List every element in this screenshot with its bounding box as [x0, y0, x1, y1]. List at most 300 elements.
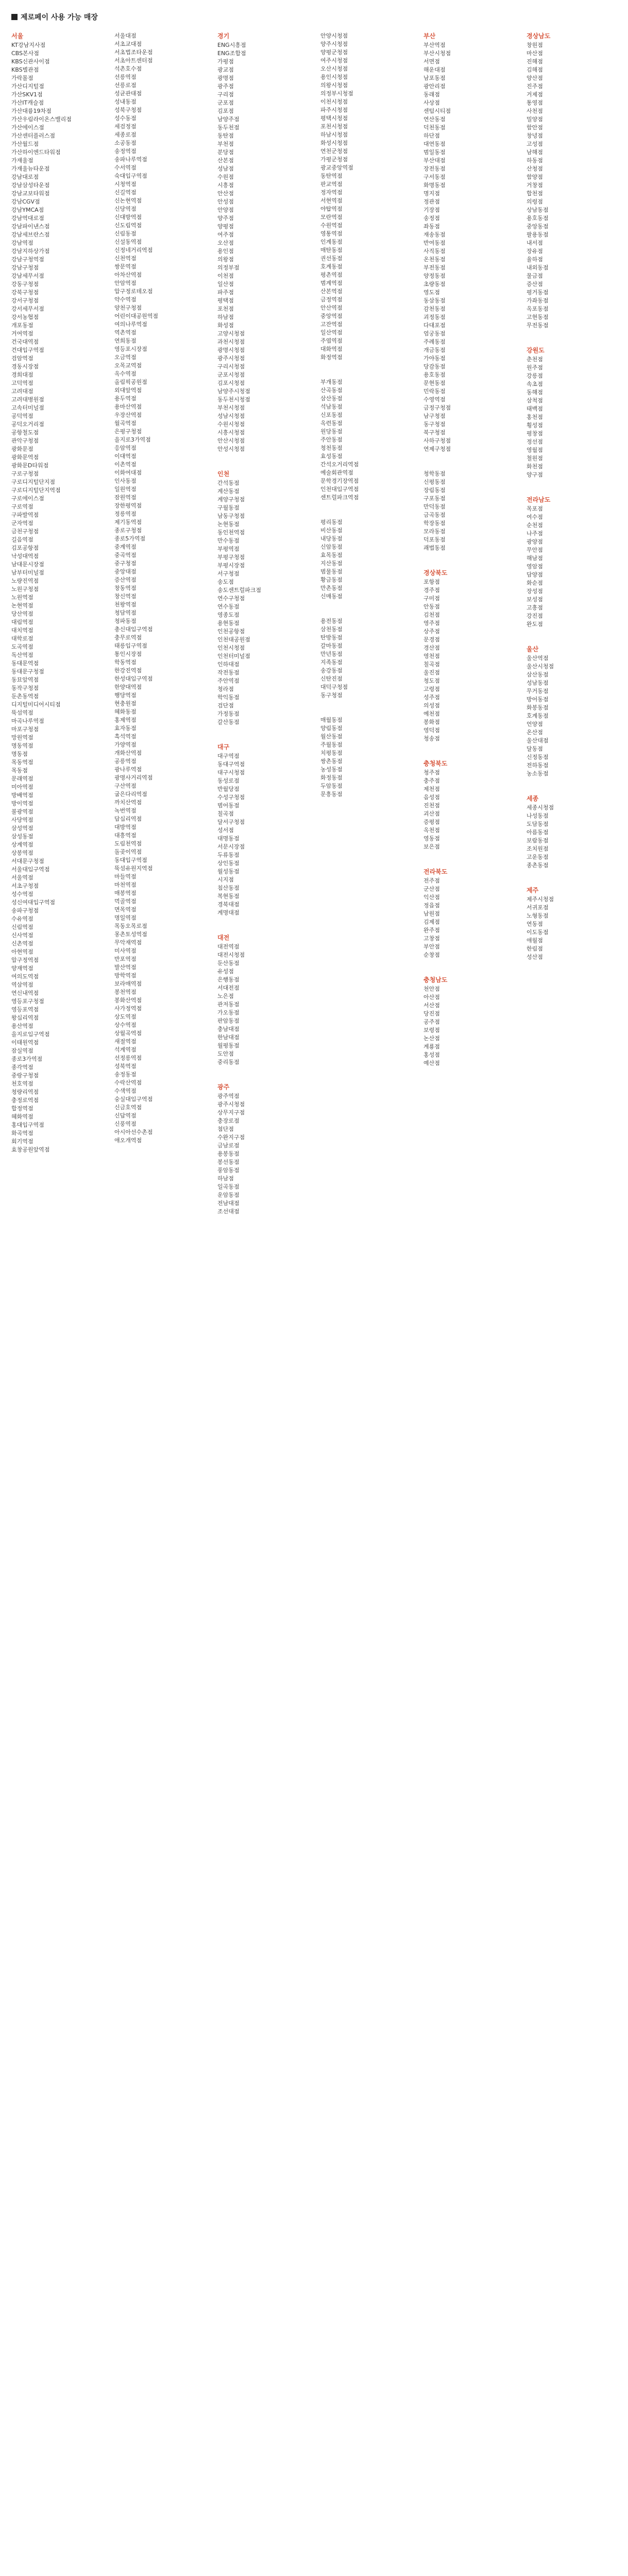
store-list-item: 용인시청점	[320, 74, 348, 80]
store-list-item: 성수동점	[114, 115, 137, 122]
store-list-item: 세종시청점	[527, 804, 554, 811]
store-list-item: 내외동점	[527, 264, 549, 271]
store-list-item: 원당동점	[320, 428, 343, 435]
store-list-item: 정관점	[423, 198, 440, 205]
store-list-item: 삼산동점	[320, 395, 343, 402]
store-list-item: 원주점	[527, 364, 543, 371]
store-list-item: 정선점	[527, 438, 543, 445]
store-list-item: 물금점	[527, 273, 543, 279]
store-list-item: 중리동점	[217, 1059, 240, 1065]
store-list-item: 남동구청점	[217, 513, 245, 519]
store-list-item: 의정부시청점	[320, 90, 353, 97]
store-list-item: 송파나루역점	[114, 156, 147, 163]
store-list-item: 대구시청점	[217, 769, 245, 776]
store-list-item: 서대문구청점	[11, 858, 44, 865]
store-list-item: 인천시청점	[217, 645, 245, 651]
store-list-item: 대치역점	[11, 627, 33, 634]
store-list-item: 해운대점	[423, 66, 446, 73]
store-list-item: 평거동점	[527, 289, 549, 296]
store-list-item: 서초교대점	[114, 41, 142, 47]
store-list-item: 노원역점	[11, 594, 33, 601]
store-list-item: 공릉역점	[114, 758, 137, 765]
store-list-item: 뚝섬역점	[11, 709, 33, 716]
store-list-item: 금천구청점	[11, 528, 39, 535]
store-list-item: 만촌동점	[320, 585, 343, 591]
store-list-item: 서대전점	[217, 985, 240, 991]
store-list-item: 이도동점	[527, 929, 549, 936]
store-list-item: 영등포구청점	[11, 998, 44, 1005]
store-list-item: 한강진역점	[114, 667, 142, 674]
store-list-item: 화명동점	[423, 182, 446, 189]
store-column	[114, 32, 215, 1216]
store-list-item: 구미점	[423, 595, 440, 602]
store-list-item: 수원역점	[320, 222, 343, 229]
store-list-item: 대명동점	[217, 835, 240, 842]
store-list-item: 증평점	[423, 819, 440, 825]
store-list-item: 신대방역점	[114, 214, 142, 221]
store-list-item: 경희대점	[11, 371, 33, 378]
store-list-item: 남양주점	[217, 116, 240, 123]
store-list-item: 망원역점	[11, 734, 33, 741]
store-column	[423, 32, 524, 1216]
group-spacer	[423, 552, 524, 569]
store-list-item: 풍암동점	[217, 1167, 240, 1174]
store-list-item: 가평군청점	[320, 156, 348, 163]
region-heading: 서울	[11, 32, 24, 40]
store-list-item: 김포시청점	[217, 380, 245, 386]
store-list-item: 한림점	[527, 945, 543, 952]
store-list-item: 첨단점	[217, 1126, 234, 1132]
store-list-item: 동대문역점	[11, 660, 39, 667]
store-list-item: 애오개역점	[114, 1137, 142, 1144]
store-list-item: 화정역점	[320, 354, 343, 361]
store-list-item: 강남세무서점	[11, 273, 44, 279]
store-list-item: 서초구청점	[11, 883, 39, 889]
store-list-item: 충정로역점	[11, 1097, 39, 1104]
store-list-item: 애월점	[527, 937, 543, 944]
store-list-item: 쌍문역점	[114, 263, 137, 270]
store-list-item: 석남동점	[320, 403, 343, 410]
group-spacer	[527, 330, 627, 346]
store-list-item: 강남세브란스점	[11, 231, 50, 238]
store-list-item: 양재역점	[11, 965, 33, 972]
store-list-item: 의령점	[527, 198, 543, 205]
store-list-item: 경산점	[423, 645, 440, 651]
store-list-item: 달서구청점	[217, 819, 245, 825]
group-spacer	[527, 778, 627, 794]
store-list-item: 김포공항점	[11, 545, 39, 551]
store-list-item: 연신내역점	[11, 990, 39, 996]
store-list-item: 중곡역점	[114, 552, 137, 558]
region-heading: 제주	[527, 887, 539, 894]
store-list-item: 방어동점	[527, 696, 549, 703]
store-list-item: 영월점	[527, 447, 543, 453]
store-list-item: 이촌역점	[114, 461, 137, 468]
store-list-item: 석계역점	[114, 1046, 137, 1053]
store-list-item: 영등포역점	[11, 1006, 39, 1013]
group-spacer	[423, 453, 524, 470]
region-heading: 광주	[217, 1083, 230, 1091]
store-list-item: 고현동점	[527, 314, 549, 320]
store-list-item: 의왕시청점	[320, 82, 348, 89]
store-list-item: 목동역점	[11, 759, 33, 766]
store-list-item: 삼천동점	[320, 626, 343, 633]
store-list-item: 동삼동점	[423, 297, 446, 304]
store-list-item: 신논현역점	[114, 197, 142, 204]
store-list-item: 청담역점	[114, 609, 137, 616]
store-list-item: 문흥동점	[320, 791, 343, 798]
store-list-item: 중앙역점	[320, 313, 343, 319]
store-list-item: 대화역점	[320, 346, 343, 352]
store-list-item: 기장점	[423, 207, 440, 213]
store-list-item: 대림역점	[11, 619, 33, 625]
store-list-item: 행당역점	[114, 692, 137, 699]
store-list-item: 계명대점	[217, 909, 240, 916]
store-list-item: 사하구청점	[423, 437, 451, 444]
store-list-item: 선릉역점	[114, 74, 137, 80]
store-list-item: 팔용동점	[527, 231, 549, 238]
store-list-item: 거제점	[527, 91, 543, 98]
store-list-item: 디지털미디어시티점	[11, 701, 61, 708]
store-list-item: CBS본사점	[11, 50, 39, 57]
store-list-item: 연동점	[527, 921, 543, 927]
store-list-item: 무악재역점	[114, 939, 142, 946]
group-spacer	[423, 959, 524, 976]
store-list-item: 인천공항점	[217, 628, 245, 635]
store-list-item: 안성시청점	[217, 446, 245, 452]
store-list-item: 김천점	[423, 612, 440, 618]
store-list-item: 구포동점	[423, 495, 446, 502]
store-list-item: 둔산동점	[217, 960, 240, 967]
store-list-item: 청도점	[423, 677, 440, 684]
store-list-item: 야탑역점	[320, 206, 343, 212]
store-list-item: 연산동점	[423, 116, 446, 123]
store-list-item: 상주점	[423, 628, 440, 635]
store-list-item: 강북구청점	[11, 289, 39, 296]
store-list-item: 서현역점	[320, 197, 343, 204]
store-list-item: 조선대점	[217, 1208, 240, 1215]
store-list-item: 음성점	[423, 794, 440, 801]
store-list-item: 계산동점	[217, 488, 240, 495]
store-list-item: 선릉로점	[114, 82, 137, 89]
store-list-item: 광명시청점	[217, 347, 245, 353]
store-list-item: 안양시청점	[320, 32, 348, 39]
group-spacer	[217, 917, 318, 934]
store-list-item: 은행동점	[217, 976, 240, 983]
store-list-item: 연천군청점	[320, 148, 348, 155]
store-list-item: 광주역점	[217, 1093, 240, 1099]
region-heading: 경상북도	[423, 569, 448, 577]
store-list-item: 종촌동점	[527, 862, 549, 869]
store-list-item: 범물동점	[320, 568, 343, 575]
store-list-item: 가좌동점	[527, 297, 549, 304]
store-list-item: 가산대륭19차점	[11, 108, 52, 114]
store-list-item: 충남대점	[217, 1026, 240, 1032]
store-list-item: 주안역점	[217, 677, 240, 684]
store-list-item: 감천동점	[423, 306, 446, 312]
store-list-item: 북구청점	[423, 429, 446, 436]
store-list-item: 비산동점	[320, 527, 343, 534]
store-list-item: 인계동점	[320, 239, 343, 245]
store-list-item: 동대문구청점	[11, 668, 44, 675]
store-list-item: 목포점	[527, 505, 543, 512]
store-list-item: 여주점	[217, 231, 234, 238]
store-list-item: 칠곡점	[217, 810, 234, 817]
store-list-item: 봉화점	[423, 719, 440, 725]
store-list-item: 안성점	[217, 198, 234, 205]
store-list-item: 성북구청점	[114, 107, 142, 113]
region-heading: 인천	[217, 470, 230, 478]
store-list-item: 문래역점	[11, 775, 33, 782]
store-list-item: 관저동점	[217, 1001, 240, 1008]
store-list-item: 홍대입구역점	[11, 1122, 44, 1128]
group-spacer	[217, 1066, 318, 1083]
store-list-item: 영종도점	[217, 612, 240, 618]
store-list-item: 농소동점	[527, 770, 549, 777]
store-list-item: 성수역점	[11, 891, 33, 897]
store-list-item: 종로5가역점	[114, 535, 146, 542]
store-list-item: 동인천역점	[217, 529, 245, 536]
store-list-item: 재송동점	[423, 231, 446, 238]
store-list-item: 사직동점	[423, 248, 446, 255]
store-list-item: 서초법조타운점	[114, 49, 153, 56]
store-list-item: 경북대점	[217, 901, 240, 908]
store-list-item: 효성동점	[320, 453, 343, 460]
store-list-item: 신탄진점	[320, 675, 343, 682]
store-list-item: 면목역점	[114, 906, 137, 913]
store-list-item: 신포동점	[320, 412, 343, 418]
store-list-item: 한성대입구역점	[114, 675, 153, 682]
store-list-item: 수완지구점	[217, 1134, 245, 1141]
store-list-item: 주례동점	[423, 338, 446, 345]
store-list-item: 고려대병원점	[11, 396, 44, 403]
store-list-item: 장성점	[527, 588, 543, 595]
group-spacer	[320, 601, 421, 617]
store-list-item: 마곡나루역점	[11, 718, 44, 724]
store-list-item: 강서세무서점	[11, 306, 44, 312]
store-list-item: 가산월드점	[11, 141, 39, 147]
store-list-item: 금정역점	[320, 296, 343, 303]
store-list-item: 수영역점	[423, 396, 446, 403]
store-list-item: 속초점	[527, 381, 543, 387]
store-list-item: 서울대입구역점	[11, 866, 50, 873]
store-list-item: 도담동점	[527, 821, 549, 827]
store-list-item: 성남시청점	[217, 413, 245, 419]
store-list-item: 신촌역점	[11, 940, 33, 947]
group-spacer	[423, 851, 524, 868]
store-list-item: 신당역점	[114, 206, 137, 212]
store-list-item: 당감동점	[423, 363, 446, 370]
store-list-item: 호계동점	[320, 263, 343, 270]
store-list-item: 의왕점	[217, 256, 234, 263]
store-list-item: 화천점	[527, 463, 543, 470]
store-list-item: 의성점	[423, 702, 440, 709]
store-list-item: 인사동점	[114, 478, 137, 484]
store-list-item: 강남파이낸스점	[11, 223, 50, 230]
store-list-item: 학장동점	[423, 520, 446, 527]
store-list-item: 경동시장점	[11, 363, 39, 370]
store-list-item: 어린이대공원역점	[114, 313, 159, 319]
store-list-item: 동묘앞역점	[11, 676, 39, 683]
store-list-item: 동탄점	[217, 132, 234, 139]
store-list-item: 검단점	[217, 702, 234, 709]
store-list-item: 고덕역점	[11, 380, 33, 386]
store-list-item: 화성점	[217, 322, 234, 329]
store-list-item: 청송점	[423, 735, 440, 742]
store-list-item: 양평군청점	[320, 49, 348, 56]
store-list-item: 판교역점	[320, 181, 343, 188]
store-list-item: 서울역점	[11, 874, 33, 881]
store-list-item: 월성동점	[217, 868, 240, 875]
store-list-item: 가락몰점	[11, 75, 33, 81]
store-list-item: 혜화동점	[114, 708, 137, 715]
store-list-item: 강남교보타워점	[11, 190, 50, 197]
store-list-item: 시청역점	[114, 181, 137, 188]
store-list-item: 우장산역점	[114, 412, 142, 418]
store-list-item: 흑석역점	[114, 733, 137, 740]
group-spacer	[423, 743, 524, 759]
store-list-item: 미사역점	[114, 947, 137, 954]
store-list-item: 연수구청점	[217, 595, 245, 602]
store-list-item: 명동역점	[11, 742, 33, 749]
store-list-item: 부전동점	[423, 264, 446, 271]
store-list-item: 갈산동점	[217, 719, 240, 725]
store-list-item: 만덕동점	[423, 503, 446, 510]
store-list-item: 마산점	[527, 50, 543, 57]
store-list-item: 현충원점	[114, 700, 137, 707]
store-list-item: 잠실역점	[11, 1047, 33, 1054]
store-list-item: 안산점	[217, 190, 234, 197]
store-list-item: 경주점	[423, 587, 440, 594]
store-list-item: 개화산역점	[114, 750, 142, 756]
store-list-item: 하남시청점	[320, 131, 348, 138]
store-list-item: 가산하이엔드타워점	[11, 149, 61, 156]
store-list-item: 세종로점	[114, 131, 137, 138]
store-list-item: 평리동점	[320, 519, 343, 526]
store-list-item: 강서농협점	[11, 314, 39, 320]
store-list-item: 신암동점	[320, 544, 343, 550]
store-list-item: 월곡역점	[114, 420, 137, 427]
store-list-item: 합천점	[527, 190, 543, 197]
store-list-item: 불광역점	[11, 808, 33, 815]
store-list-item: 대학로점	[11, 635, 33, 642]
store-list-item: 용산역점	[11, 1023, 33, 1029]
store-list-item: 범어동점	[217, 802, 240, 809]
store-list-item: 대흥역점	[114, 832, 137, 839]
store-list-item: 부평시장점	[217, 562, 245, 569]
store-list-item: 울진점	[423, 669, 440, 676]
store-list-item: 오목교역점	[114, 362, 142, 369]
store-columns	[11, 32, 619, 1216]
store-list-item: 안산시청점	[217, 437, 245, 444]
store-list-item: 봉화산역점	[114, 997, 142, 1004]
store-list-item: 동탄역점	[320, 173, 343, 179]
store-list-item: 돌곶이역점	[114, 849, 142, 855]
store-list-item: 지족동점	[320, 659, 343, 666]
store-list-item: 대방역점	[114, 824, 137, 831]
store-list-item: 태백점	[527, 405, 543, 412]
store-list-item: 강남구청역점	[11, 256, 44, 263]
store-list-item: 오금역점	[114, 354, 137, 361]
store-list-item: 소공동점	[114, 140, 137, 146]
store-list-item: 효창공원앞역점	[11, 1146, 50, 1153]
store-list-item: 고흥점	[527, 604, 543, 611]
store-list-item: 동구청점	[423, 421, 446, 428]
store-list-item: 밀양점	[527, 116, 543, 123]
store-list-item: 동두천점	[217, 124, 240, 131]
store-list-item: 신정네거리역점	[114, 247, 153, 253]
store-list-item: 인천대공원점	[217, 636, 250, 643]
store-list-item: 용전동점	[320, 618, 343, 624]
store-list-item: 서귀포점	[527, 904, 549, 911]
store-list-item: 공주점	[423, 1019, 440, 1025]
store-list-item: 회기역점	[11, 1138, 33, 1145]
store-list-item: 광양점	[527, 538, 543, 545]
store-list-item: 치평동점	[320, 750, 343, 756]
store-list-item: 상남동점	[527, 207, 549, 213]
store-list-item: 센텀시티점	[423, 108, 451, 114]
store-list-item: 도림천역점	[114, 840, 142, 847]
store-list-item: 복현동점	[217, 893, 240, 900]
store-list-item: 충무로역점	[114, 634, 142, 641]
store-list-item: 일원역점	[114, 486, 137, 493]
store-list-item: 가평점	[217, 58, 234, 65]
store-list-item: 울산시청점	[527, 663, 554, 670]
store-list-item: 구산역점	[114, 783, 137, 789]
store-list-item: 삼성동점	[11, 833, 33, 840]
store-list-item: 청학동점	[423, 470, 446, 477]
store-list-item: 광주점	[217, 83, 234, 90]
store-list-item: 반포역점	[114, 956, 137, 962]
store-list-item: 구로에이스점	[11, 495, 44, 502]
store-list-item: 범계역점	[320, 280, 343, 286]
store-list-item: 함양점	[527, 174, 543, 180]
store-list-item: 연희동점	[114, 337, 137, 344]
store-list-item: 영암점	[527, 563, 543, 570]
store-list-item: 부산역점	[423, 42, 446, 48]
store-list-item: 일곡동점	[217, 1183, 240, 1190]
store-list-item: 수서역점	[114, 164, 137, 171]
store-list-item: 가산우림라이온스밸리점	[11, 116, 72, 123]
store-list-item: 강남CGV점	[11, 198, 40, 205]
store-list-item: 상봉역점	[11, 850, 33, 856]
page-header	[11, 11, 619, 23]
group-spacer	[527, 479, 627, 496]
store-list-item: 녹번역점	[114, 807, 137, 814]
store-list-item: 논산점	[423, 1035, 440, 1042]
store-list-item: 양주점	[217, 215, 234, 222]
store-list-item: 한양대역점	[114, 684, 142, 690]
store-list-item: 호계동점	[527, 713, 549, 719]
store-list-item: 홍천점	[527, 414, 543, 420]
store-list-item: 군포점	[217, 99, 234, 106]
store-list-item: 산청점	[527, 165, 543, 172]
store-list-item: 용인점	[217, 248, 234, 255]
store-list-item: 남양주시청점	[217, 388, 250, 395]
store-list-item: 중랑구청점	[11, 1072, 39, 1079]
store-list-item: 통영점	[527, 99, 543, 106]
store-list-item: 광안리점	[423, 83, 446, 90]
store-list-item: 보성점	[527, 596, 543, 603]
store-list-item: 송파구청점	[11, 907, 39, 914]
store-list-item: 동대구역점	[217, 761, 245, 768]
store-list-item: 고운동점	[527, 854, 549, 860]
store-list-item: 새절역점	[114, 1038, 137, 1045]
store-list-item: 진주점	[527, 83, 543, 90]
store-list-item: 개포동점	[11, 322, 33, 329]
store-list-item: 해남점	[527, 555, 543, 562]
store-list-item: 안동점	[423, 603, 440, 610]
